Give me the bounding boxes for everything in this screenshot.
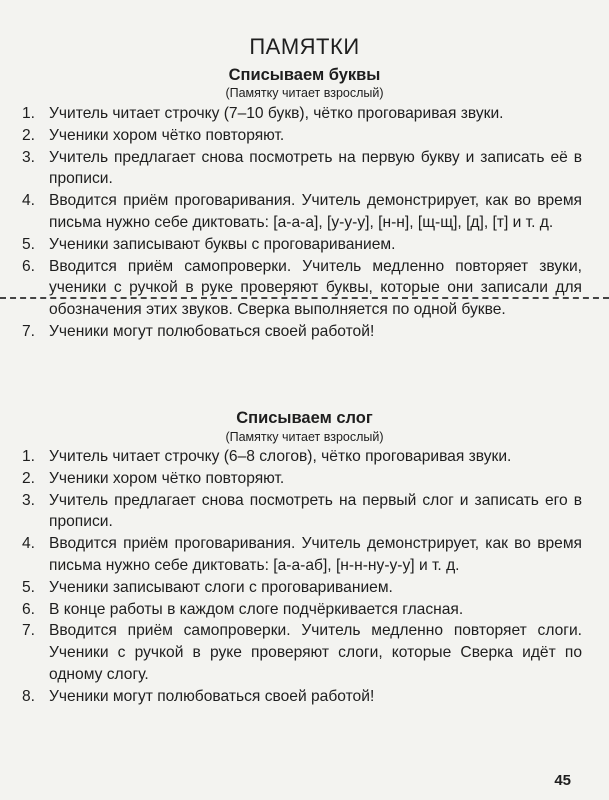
list-item-number: 2. [22,126,36,144]
list-item-number: 1. [22,448,36,465]
list-item [22,256,582,321]
list-item-number: 7. [22,322,36,340]
list-item-text: Ученики записывают слоги с проговариванием. [49,578,393,596]
section-1-subtitle: (Памятку читает взрослый) [225,86,384,100]
section-2-steps [22,446,582,708]
list-item [22,686,582,708]
list-item-text: Ученики могут полюбоваться своей работой! [49,687,375,705]
section-1-title: Списываем буквы [228,66,381,84]
list-item-text: Вводится приём самопроверки. Учитель медленно повторяет звуки, ученики с ручкой в руке проверяют буквы, которые они записали для обозначения этих звуков. Сверка выполняется по одной букве. [49,257,582,319]
section-2-subtitle: (Памятку читает взрослый) [225,430,384,444]
list-item-text: Учитель предлагает снова посмотреть на первый слог и записать его в прописи. [49,491,582,531]
list-item-text: Ученики хором чётко повторяют. [49,126,285,144]
list-item-text: Учитель предлагает снова посмотреть на первую букву и записать её в прописи. [49,148,582,188]
list-item-number: 6. [22,257,36,275]
list-item [22,103,582,125]
list-item-number: 2. [22,469,36,487]
list-item-number: 6. [22,600,36,618]
list-item [22,468,582,490]
list-item [22,599,582,621]
list-item-text: В конце работы в каждом слоге подчёркивается гласная. [49,600,464,618]
list-item-text: Ученики могут полюбоваться своей работой! [49,322,375,340]
list-item-number: 3. [22,491,36,509]
page-title: ПАМЯТКИ [249,34,360,59]
list-item-text: Ученики записывают буквы с проговариванием. [49,235,396,253]
list-item-number: 5. [22,578,36,596]
list-item [22,490,582,534]
list-item [22,620,582,685]
list-item-text: Ученики хором чётко повторяют. [49,469,285,487]
list-item-number: 5. [22,235,36,253]
list-item [22,446,582,468]
list-item [22,190,582,234]
section-divider [0,297,609,299]
section-2-title: Списываем слог [236,409,373,427]
page-number: 45 [554,772,571,789]
list-item-text: Вводится приём проговаривания. Учитель демонстрирует, как во время письма нужно себе диктовать: [а-а-аб], [н-н-ну-у-у] и т. д. [49,535,582,574]
list-item-text: Учитель читает строчку (7–10 букв), чётко проговаривая звуки. [49,105,504,122]
list-item-number: 1. [22,105,36,122]
list-item [22,577,582,599]
list-item [22,321,582,343]
list-item [22,147,582,191]
list-item [22,125,582,147]
list-item-number: 3. [22,148,36,166]
section-1-steps [22,103,582,343]
list-item-number: 7. [22,622,36,640]
list-item-text: Учитель читает строчку (6–8 слогов), чётко проговаривая звуки. [49,448,512,465]
list-item-text: Вводится приём проговаривания. Учитель демонстрирует, как во время письма нужно себе диктовать: [а-а-а], [у-у-у], [н-н], [щ-щ], [д], [т] и т. д. [49,192,582,231]
list-item [22,234,582,256]
list-item-number: 8. [22,687,36,705]
list-item-number: 4. [22,535,36,553]
list-item-number: 4. [22,192,36,210]
list-item [22,533,582,577]
list-item-text: Вводится приём самопроверки. Учитель медленно повторяет слоги. Ученики с ручкой в руке проверяют слоги, которые Сверка идёт по одному слогу. [49,622,582,683]
